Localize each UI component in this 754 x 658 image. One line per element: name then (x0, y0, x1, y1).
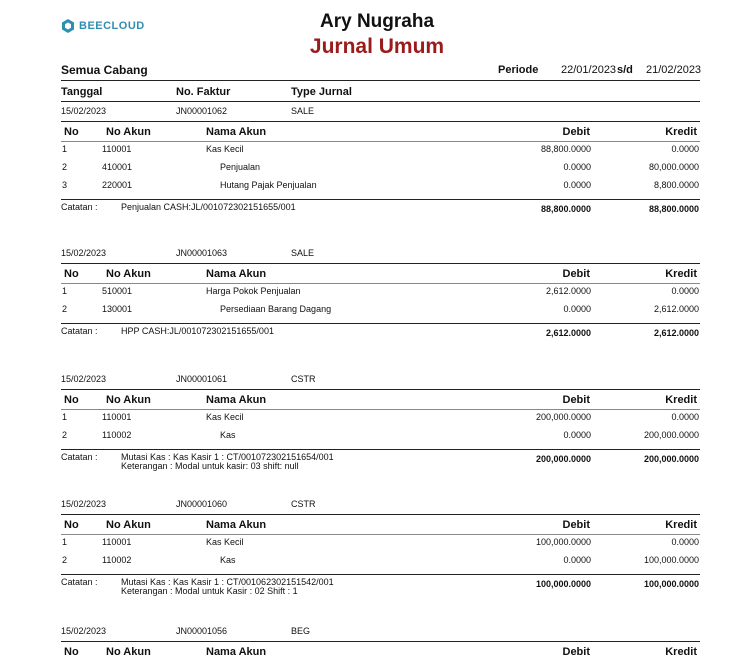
journal-type: SALE (291, 106, 315, 116)
report-title: Jurnal Umum (309, 35, 445, 58)
line-header-nama-akun: Nama Akun (206, 126, 267, 138)
entry-debit: 0.0000 (563, 162, 591, 172)
journal-date: 15/02/2023 (61, 499, 107, 509)
entry-no: 3 (62, 180, 68, 190)
entry-nama-akun: Harga Pokok Penjualan (206, 286, 301, 296)
total-debit: 2,612.0000 (545, 328, 591, 338)
line-header-divider (61, 141, 700, 142)
line-header-divider (61, 534, 700, 535)
entry-nama-akun: Kas Kecil (206, 537, 244, 547)
line-header-no-akun: No Akun (106, 268, 151, 280)
entry-nama-akun: Hutang Pajak Penjualan (220, 180, 317, 190)
line-header-no: No (64, 268, 79, 280)
date-from: 22/01/2023 (561, 64, 617, 76)
journal-type: CSTR (291, 499, 316, 509)
catatan-label: Catatan : (61, 326, 98, 336)
journal-bottom-divider (61, 449, 700, 450)
entry-kredit: 0.0000 (671, 286, 699, 296)
line-header-debit: Debit (562, 394, 590, 406)
line-header-no: No (64, 646, 79, 658)
journal-faktur: JN00001056 (176, 626, 228, 636)
catatan-note: Penjualan CASH:JL/001072302151655/001 (121, 202, 296, 212)
journal-type: BEG (291, 626, 311, 636)
total-kredit: 100,000.0000 (643, 579, 699, 589)
line-header-no: No (64, 394, 79, 406)
journal-faktur: JN00001061 (176, 374, 228, 384)
journal-date: 15/02/2023 (61, 106, 107, 116)
journal-faktur: JN00001060 (176, 499, 228, 509)
line-header-divider (61, 409, 700, 410)
entry-no: 2 (62, 304, 68, 314)
col-type-jurnal: Type Jurnal (291, 86, 352, 98)
journal-top-divider (61, 389, 700, 390)
journal-type: CSTR (291, 374, 316, 384)
line-header-no: No (64, 519, 79, 531)
journal-bottom-divider (61, 323, 700, 324)
entry-no: 2 (62, 162, 68, 172)
line-header-debit: Debit (562, 126, 590, 138)
entry-no: 1 (62, 286, 68, 296)
entry-debit: 0.0000 (563, 430, 591, 440)
entry-no: 2 (62, 430, 68, 440)
line-header-no-akun: No Akun (106, 394, 151, 406)
line-header-nama-akun: Nama Akun (206, 394, 267, 406)
line-header-no-akun: No Akun (106, 126, 151, 138)
line-header-debit: Debit (562, 646, 590, 658)
line-header-kredit: Kredit (665, 519, 697, 531)
line-header-kredit: Kredit (665, 126, 697, 138)
journal-bottom-divider (61, 574, 700, 575)
journal-type: SALE (291, 248, 315, 258)
entry-debit: 2,612.0000 (545, 286, 591, 296)
entry-kredit: 0.0000 (671, 537, 699, 547)
journal-bottom-divider (61, 199, 700, 200)
logo-text: BEECLOUD (79, 20, 145, 32)
journal-top-divider (61, 641, 700, 642)
catatan-label: Catatan : (61, 452, 98, 462)
col-no-faktur: No. Faktur (176, 86, 231, 98)
journal-date: 15/02/2023 (61, 374, 107, 384)
entry-nama-akun: Kas Kecil (206, 412, 244, 422)
entry-no-akun: 510001 (102, 286, 133, 296)
company-name: Ary Nugraha (319, 11, 435, 32)
total-debit: 88,800.0000 (540, 204, 591, 214)
journal-date: 15/02/2023 (61, 626, 107, 636)
entry-debit: 0.0000 (563, 304, 591, 314)
entry-kredit: 80,000.0000 (648, 162, 699, 172)
entry-nama-akun: Kas (220, 430, 236, 440)
total-kredit: 2,612.0000 (653, 328, 699, 338)
catatan-note: Mutasi Kas : Kas Kasir 1 : CT/001062302151542/001 (121, 577, 334, 587)
entry-no-akun: 220001 (102, 180, 133, 190)
line-header-debit: Debit (562, 519, 590, 531)
catatan-keterangan: Keterangan : Modal untuk Kasir : 02 Shift : 1 (121, 586, 298, 596)
columns-divider (61, 101, 700, 102)
sd-label: s/d (617, 64, 633, 76)
entry-debit: 200,000.0000 (535, 412, 591, 422)
col-tanggal: Tanggal (61, 86, 103, 98)
entry-no-akun: 110001 (102, 537, 132, 547)
total-kredit: 200,000.0000 (643, 454, 699, 464)
line-header-no: No (64, 126, 79, 138)
catatan-note: Mutasi Kas : Kas Kasir 1 : CT/001072302151654/001 (121, 452, 334, 462)
line-header-divider (61, 283, 700, 284)
line-header-kredit: Kredit (665, 646, 697, 658)
line-header-no-akun: No Akun (106, 646, 151, 658)
journal-date: 15/02/2023 (61, 248, 107, 258)
entry-no-akun: 110002 (102, 430, 132, 440)
entry-no-akun: 130001 (102, 304, 133, 314)
entry-no-akun: 110001 (102, 144, 132, 154)
entry-kredit: 100,000.0000 (643, 555, 699, 565)
entry-no-akun: 110001 (102, 412, 132, 422)
entry-kredit: 0.0000 (671, 412, 699, 422)
journal-faktur: JN00001063 (176, 248, 228, 258)
date-to: 21/02/2023 (646, 64, 702, 76)
journal-top-divider (61, 514, 700, 515)
total-kredit: 88,800.0000 (648, 204, 699, 214)
total-debit: 100,000.0000 (535, 579, 591, 589)
header-divider (61, 80, 700, 81)
entry-debit: 100,000.0000 (535, 537, 591, 547)
entry-kredit: 200,000.0000 (643, 430, 699, 440)
line-header-nama-akun: Nama Akun (206, 519, 267, 531)
catatan-keterangan: Keterangan : Modal untuk kasir: 03 shift: null (121, 461, 299, 471)
line-header-no-akun: No Akun (106, 519, 151, 531)
entry-kredit: 2,612.0000 (653, 304, 699, 314)
periode-label: Periode (498, 64, 539, 76)
entry-debit: 0.0000 (563, 180, 591, 190)
entry-no: 1 (62, 537, 68, 547)
catatan-label: Catatan : (61, 577, 98, 587)
entry-debit: 88,800.0000 (540, 144, 591, 154)
entry-no: 1 (62, 412, 68, 422)
catatan-note: HPP CASH:JL/001072302151655/001 (121, 326, 274, 336)
entry-no-akun: 110002 (102, 555, 132, 565)
entry-no: 1 (62, 144, 68, 154)
branch-label: Semua Cabang (61, 63, 148, 77)
entry-nama-akun: Persediaan Barang Dagang (220, 304, 332, 314)
entry-nama-akun: Kas Kecil (206, 144, 244, 154)
entry-kredit: 8,800.0000 (653, 180, 699, 190)
journal-top-divider (61, 263, 700, 264)
total-debit: 200,000.0000 (535, 454, 591, 464)
entry-no: 2 (62, 555, 68, 565)
line-header-nama-akun: Nama Akun (206, 646, 267, 658)
entry-nama-akun: Penjualan (220, 162, 261, 172)
entry-nama-akun: Kas (220, 555, 236, 565)
entry-debit: 0.0000 (563, 555, 591, 565)
journal-top-divider (61, 121, 700, 122)
entry-no-akun: 410001 (102, 162, 133, 172)
catatan-label: Catatan : (61, 202, 98, 212)
line-header-kredit: Kredit (665, 268, 697, 280)
line-header-nama-akun: Nama Akun (206, 268, 267, 280)
line-header-kredit: Kredit (665, 394, 697, 406)
journal-faktur: JN00001062 (176, 106, 228, 116)
entry-kredit: 0.0000 (671, 144, 699, 154)
line-header-debit: Debit (562, 268, 590, 280)
